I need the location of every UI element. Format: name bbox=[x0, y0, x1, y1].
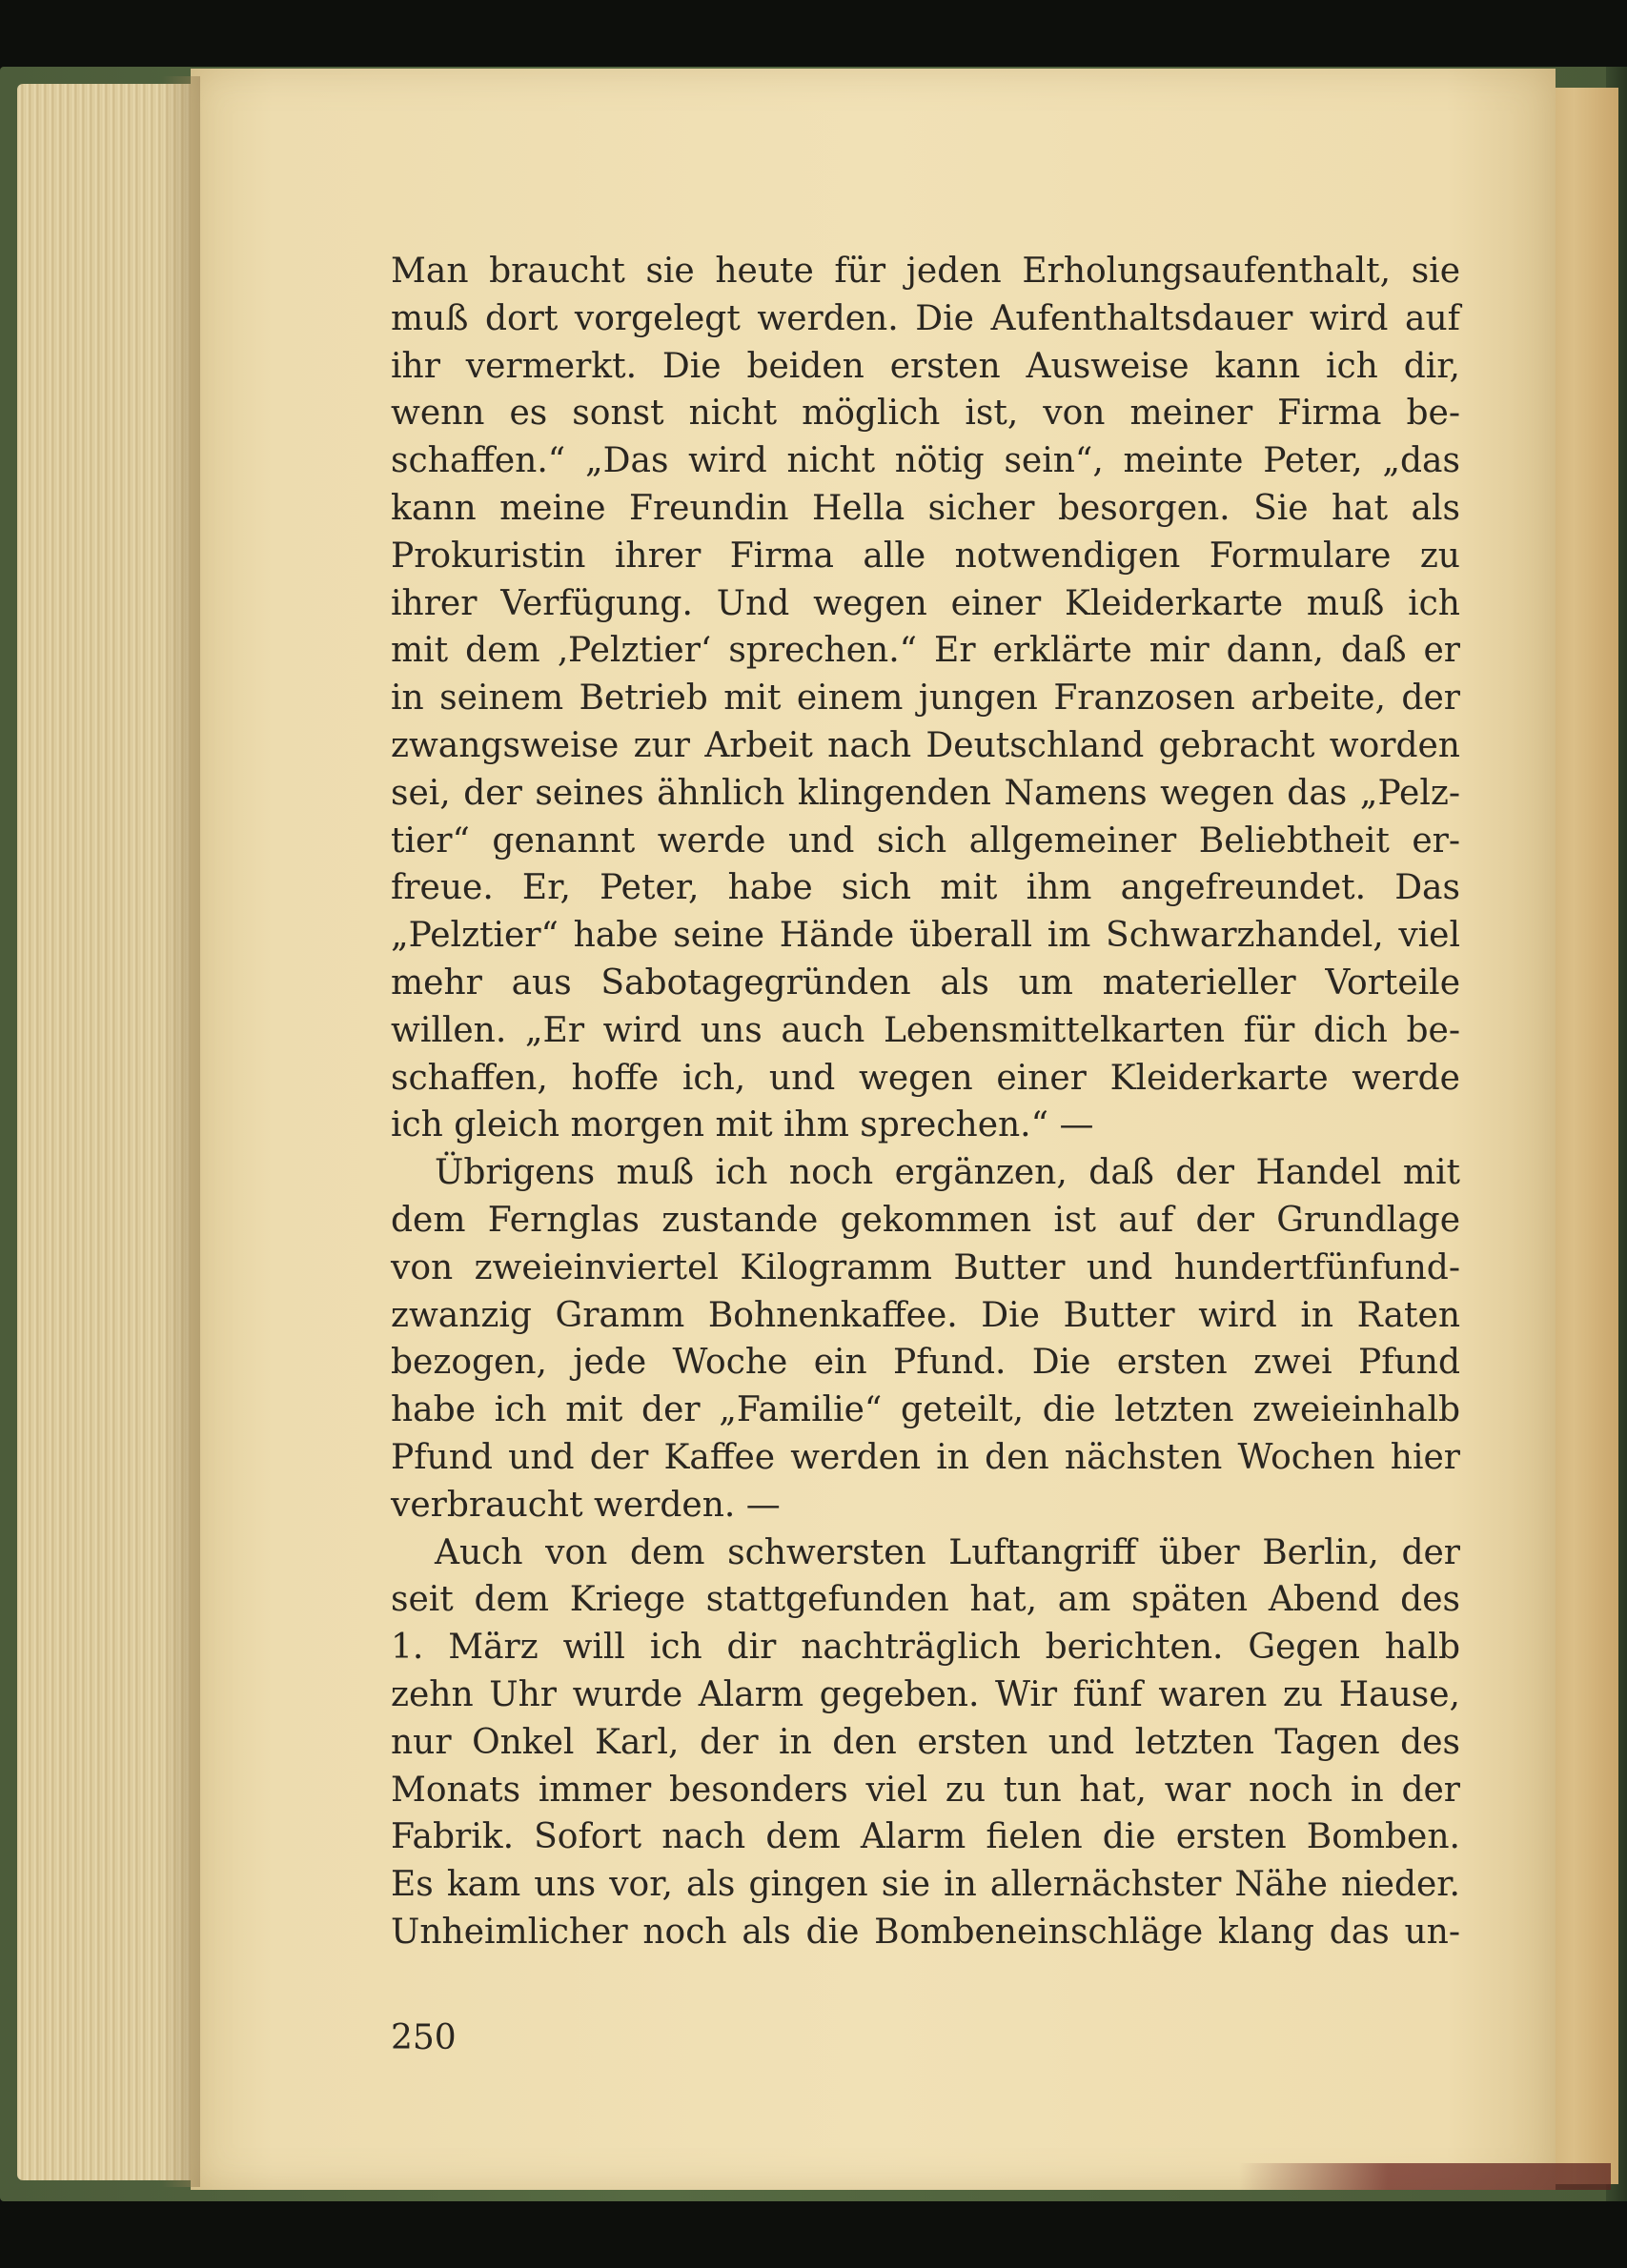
text-line: „Pelztier“ habe seine Hände überall im Schwarzhandel, viel bbox=[391, 916, 1460, 956]
text-line: Pfund und der Kaffee werden in den nächsten Wochen hier bbox=[391, 1437, 1460, 1477]
text-line: zehn Uhr wurde Alarm gegeben. Wir fünf waren zu Hause, bbox=[391, 1674, 1460, 1714]
text-line: muß dort vorgelegt werden. Die Aufenthaltsdauer wird auf bbox=[391, 298, 1460, 338]
text-line: von zweieinviertel Kilogramm Butter und hundertfünfund- bbox=[391, 1247, 1460, 1287]
text-line: ihr vermerkt. Die beiden ersten Ausweise kann ich dir, bbox=[391, 346, 1460, 386]
text-line: Es kam uns vor, als gingen sie in allernächster Nähe nieder. bbox=[391, 1865, 1460, 1905]
text-line: sei, der seines ähnlich klingenden Namens wegen das „Pelz- bbox=[391, 773, 1460, 813]
page-body-text bbox=[391, 248, 1460, 1956]
text-line: dem Fernglas zustande gekommen ist auf der Grundlage bbox=[391, 1200, 1460, 1240]
text-line: zwangsweise zur Arbeit nach Deutschland gebracht worden bbox=[391, 725, 1460, 765]
text-line: tier“ genannt werde und sich allgemeiner Beliebtheit er- bbox=[391, 820, 1460, 861]
text-line: freue. Er, Peter, habe sich mit ihm angefreundet. Das bbox=[391, 868, 1460, 908]
page-number: 250 bbox=[391, 2018, 457, 2057]
text-line: nur Onkel Karl, der in den ersten und letzten Tagen des bbox=[391, 1722, 1460, 1762]
text-line: Man braucht sie heute für jeden Erholungsaufenthalt, sie bbox=[391, 252, 1460, 291]
text-line: habe ich mit der „Familie“ geteilt, die letzten zweieinhalb bbox=[391, 1390, 1460, 1430]
text-line: Fabrik. Sofort nach dem Alarm fielen die ersten Bomben. bbox=[391, 1817, 1460, 1857]
text-line: verbraucht werden. — bbox=[391, 1485, 781, 1525]
text-line: Unheimlicher noch als die Bombeneinschläge klang das un- bbox=[391, 1912, 1460, 1952]
gutter-shadow bbox=[162, 76, 200, 2187]
text-line: 1. März will ich dir nachträglich berichten. Gegen halb bbox=[391, 1628, 1460, 1668]
text-line: ich gleich morgen mit ihm sprechen.“ — bbox=[391, 1105, 1094, 1145]
bookmark-strip bbox=[1239, 2163, 1611, 2190]
text-line: in seinem Betrieb mit einem jungen Franzosen arbeite, der bbox=[391, 678, 1460, 719]
text-line: schaffen.“ „Das wird nicht nötig sein“, meinte Peter, „das bbox=[391, 441, 1460, 481]
text-line: Auch von dem schwersten Luftangriff über Berlin, der bbox=[435, 1532, 1460, 1572]
text-line: mehr aus Sabotagegründen als um materieller Vorteile bbox=[391, 962, 1460, 1002]
text-line: seit dem Kriege stattgefunden hat, am späten Abend des bbox=[391, 1580, 1460, 1620]
text-line: Übrigens muß ich noch ergänzen, daß der Handel mit bbox=[435, 1153, 1460, 1193]
text-line: schaffen, hoffe ich, und wegen einer Kleiderkarte werde bbox=[391, 1058, 1460, 1098]
text-line: mit dem ‚Pelztier‘ sprechen.“ Er erklärte mir dann, daß er bbox=[391, 631, 1460, 671]
text-line: bezogen, jede Woche ein Pfund. Die ersten zwei Pfund bbox=[391, 1343, 1460, 1383]
text-line: kann meine Freundin Hella sicher besorgen. Sie hat als bbox=[391, 488, 1460, 528]
text-line: Prokuristin ihrer Firma alle notwendigen Formulare zu bbox=[391, 536, 1460, 576]
text-line: ihrer Verfügung. Und wegen einer Kleiderkarte muß ich bbox=[391, 583, 1460, 623]
text-line: zwanzig Gramm Bohnenkaffee. Die Butter wird in Raten bbox=[391, 1295, 1460, 1335]
text-line: Monats immer besonders viel zu tun hat, war noch in der bbox=[391, 1770, 1460, 1810]
text-line: wenn es sonst nicht möglich ist, von meiner Firma be- bbox=[391, 394, 1460, 434]
text-line: willen. „Er wird uns auch Lebensmittelkarten für dich be- bbox=[391, 1010, 1460, 1050]
